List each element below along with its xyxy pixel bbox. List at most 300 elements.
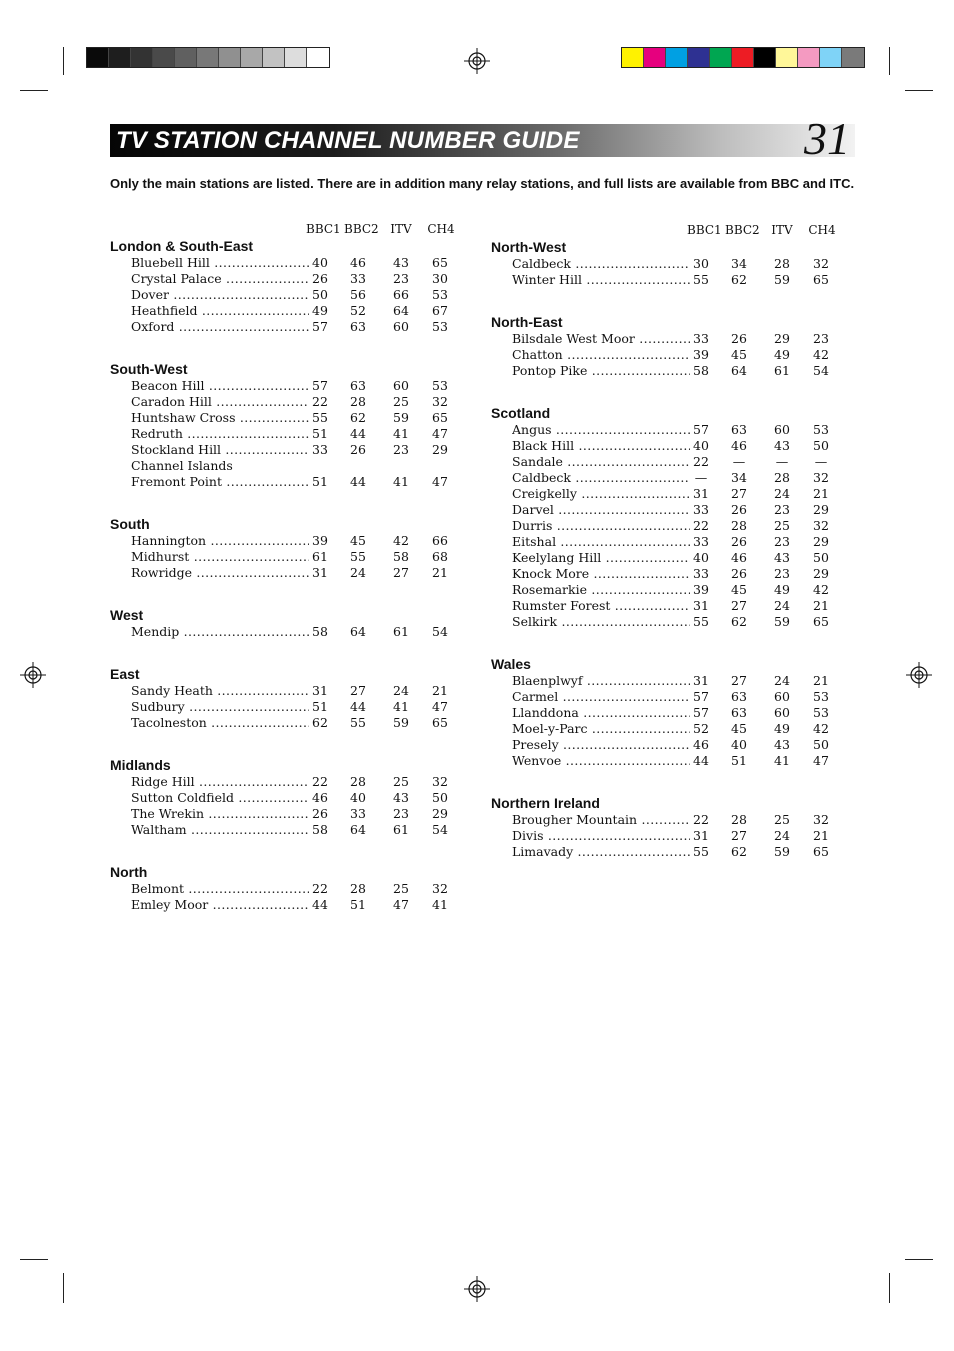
channel-number: 27: [731, 828, 747, 843]
grayscale-calibration-bar: [86, 47, 330, 68]
station-name: Llanddona .....: [512, 705, 690, 721]
channel-number: 46: [731, 550, 747, 565]
channel-header-label: BBC2: [725, 223, 760, 237]
calibration-swatch: [688, 48, 710, 67]
station-row: [491, 673, 846, 689]
channel-number: 28: [731, 812, 747, 827]
right-station-column: [491, 222, 846, 860]
station-name: Channel Islands: [131, 458, 233, 473]
station-row: [110, 897, 465, 913]
station-name: Chatton .....: [512, 347, 690, 363]
station-name: Limavady .....: [512, 844, 690, 860]
color-calibration-bar: [621, 47, 865, 68]
channel-number: 43: [774, 438, 790, 453]
channel-number: 40: [693, 438, 709, 453]
region-heading: West: [110, 607, 144, 623]
region-heading: South: [110, 516, 150, 532]
channel-number: 54: [813, 363, 829, 378]
channel-number: 55: [693, 272, 709, 287]
station-row: [491, 689, 846, 705]
channel-number: 46: [350, 255, 366, 270]
channel-number: 32: [813, 518, 829, 533]
channel-number: 63: [731, 422, 747, 437]
station-row: [491, 550, 846, 566]
channel-number: 27: [731, 598, 747, 613]
channel-number: 23: [774, 566, 790, 581]
station-name: Knock More .....: [512, 566, 690, 582]
channel-number: 62: [731, 272, 747, 287]
station-row: [491, 347, 846, 363]
channel-number: —: [694, 470, 708, 485]
station-row: [110, 774, 465, 790]
station-name: Eitshal .....: [512, 534, 690, 550]
station-name: Caradon Hill .....: [131, 394, 309, 410]
region-heading: North: [110, 864, 148, 880]
station-row: [110, 881, 465, 897]
channel-number: 63: [350, 319, 366, 334]
channel-number: 56: [350, 287, 366, 302]
region-heading: London & South-East: [110, 238, 254, 254]
channel-number: 52: [350, 303, 366, 318]
station-name: Fremont Point .....: [131, 474, 309, 490]
region-heading: North-West: [491, 239, 567, 255]
region-spacer: [110, 838, 465, 864]
channel-number: 41: [432, 897, 448, 912]
station-name: Black Hill .....: [512, 438, 690, 454]
channel-number: 49: [312, 303, 328, 318]
channel-number: 21: [432, 683, 448, 698]
channel-number: 21: [813, 673, 829, 688]
channel-number: 34: [731, 470, 747, 485]
channel-number: 22: [312, 881, 328, 896]
region-spacer: [110, 490, 465, 516]
channel-number: 42: [393, 533, 409, 548]
channel-number: 64: [393, 303, 409, 318]
station-row: [110, 426, 465, 442]
channel-number: 42: [813, 582, 829, 597]
station-name: Creigkelly .....: [512, 486, 690, 502]
channel-number: 63: [350, 378, 366, 393]
channel-column-header: [110, 221, 465, 238]
channel-number: 50: [813, 737, 829, 752]
channel-number: 61: [774, 363, 790, 378]
channel-number: 40: [731, 737, 747, 752]
channel-number: 22: [312, 774, 328, 789]
channel-number: 61: [393, 624, 409, 639]
station-row: [491, 486, 846, 502]
channel-number: 65: [813, 614, 829, 629]
left-station-column: [110, 221, 465, 913]
station-name: Stockland Hill .....: [131, 442, 309, 458]
channel-number: 32: [813, 470, 829, 485]
channel-number: 25: [774, 518, 790, 533]
region-heading: Wales: [491, 656, 531, 672]
channel-number: —: [732, 454, 746, 469]
region-spacer: [491, 379, 846, 405]
registration-target-icon: [906, 662, 932, 688]
region-heading: South-West: [110, 361, 188, 377]
station-name: Waltham .....: [131, 822, 309, 838]
station-row: [491, 454, 846, 470]
region-spacer: [110, 581, 465, 607]
channel-number: 47: [813, 753, 829, 768]
channel-number: 60: [774, 689, 790, 704]
channel-number: 44: [350, 426, 366, 441]
station-row: [110, 806, 465, 822]
channel-number: 39: [693, 347, 709, 362]
channel-number: 21: [432, 565, 448, 580]
region-spacer: [491, 288, 846, 314]
intro-text: Only the main stations are listed. There are in addition many relay stations, and full lists are available from BBC and ITC.: [110, 176, 855, 191]
station-row: [491, 844, 846, 860]
region-heading: East: [110, 666, 140, 682]
channel-number: 22: [693, 812, 709, 827]
station-name: Belmont .....: [131, 881, 309, 897]
station-row: [110, 287, 465, 303]
channel-number: 24: [774, 828, 790, 843]
channel-number: 31: [693, 486, 709, 501]
station-name: Oxford .....: [131, 319, 309, 335]
station-name: Heathfield .....: [131, 303, 309, 319]
channel-number: 57: [693, 705, 709, 720]
crop-mark: [20, 90, 48, 91]
region-spacer: [110, 731, 465, 757]
channel-number: 23: [393, 442, 409, 457]
station-row: [110, 394, 465, 410]
station-name: Keelylang Hill .....: [512, 550, 690, 566]
channel-number: 33: [693, 566, 709, 581]
calibration-swatch: [241, 48, 263, 67]
channel-number: 53: [813, 689, 829, 704]
channel-number: 25: [774, 812, 790, 827]
channel-header-label: BBC1: [687, 223, 722, 237]
station-row: [491, 737, 846, 753]
channel-number: 29: [432, 806, 448, 821]
station-row: [491, 582, 846, 598]
station-row: [110, 319, 465, 335]
channel-number: 41: [393, 474, 409, 489]
channel-number: 65: [813, 844, 829, 859]
channel-header-label: ITV: [390, 222, 412, 236]
channel-number: 45: [731, 347, 747, 362]
station-name: Caldbeck .....: [512, 470, 690, 486]
station-name: Midhurst .....: [131, 549, 309, 565]
channel-number: 62: [312, 715, 328, 730]
station-row: [491, 705, 846, 721]
station-name: Wenvoe .....: [512, 753, 690, 769]
station-name: Presely .....: [512, 737, 690, 753]
channel-number: 26: [731, 502, 747, 517]
station-row: [491, 534, 846, 550]
channel-number: 59: [393, 410, 409, 425]
channel-number: 58: [312, 822, 328, 837]
station-name: Ridge Hill .....: [131, 774, 309, 790]
channel-number: 33: [693, 331, 709, 346]
calibration-swatch: [776, 48, 798, 67]
channel-number: 34: [731, 256, 747, 271]
channel-number: 64: [731, 363, 747, 378]
calibration-swatch: [732, 48, 754, 67]
station-row: [110, 715, 465, 731]
channel-number: 50: [432, 790, 448, 805]
station-row: [110, 474, 465, 490]
channel-number: 51: [312, 474, 328, 489]
region-spacer: [110, 335, 465, 361]
channel-number: 32: [432, 881, 448, 896]
station-name: Darvel .....: [512, 502, 690, 518]
station-name: Emley Moor .....: [131, 897, 309, 913]
station-row: [110, 699, 465, 715]
channel-header-label: CH4: [808, 223, 836, 237]
channel-number: 32: [813, 812, 829, 827]
channel-number: 29: [813, 502, 829, 517]
station-name: Durris .....: [512, 518, 690, 534]
channel-number: 44: [350, 474, 366, 489]
channel-number: 23: [393, 806, 409, 821]
channel-number: 46: [731, 438, 747, 453]
station-row: [491, 331, 846, 347]
station-row: [110, 410, 465, 426]
crop-mark: [63, 1273, 64, 1303]
channel-number: 47: [432, 699, 448, 714]
channel-number: 29: [813, 566, 829, 581]
channel-number: 32: [813, 256, 829, 271]
channel-number: 62: [731, 844, 747, 859]
station-name: Bilsdale West Moor .....: [512, 331, 690, 347]
channel-number: 49: [774, 347, 790, 362]
region-spacer: [110, 640, 465, 666]
channel-number: 54: [432, 822, 448, 837]
channel-number: 26: [350, 442, 366, 457]
station-row: [110, 549, 465, 565]
channel-number: 31: [312, 683, 328, 698]
station-row: [491, 828, 846, 844]
channel-number: 44: [693, 753, 709, 768]
channel-number: 55: [693, 844, 709, 859]
channel-number: 53: [432, 378, 448, 393]
channel-number: 26: [312, 806, 328, 821]
station-name: Crystal Palace .....: [131, 271, 309, 287]
crop-mark: [63, 47, 64, 75]
channel-column-header: [491, 222, 846, 239]
station-row: [491, 272, 846, 288]
channel-number: 43: [393, 255, 409, 270]
station-name: Huntshaw Cross .....: [131, 410, 309, 426]
station-row: [110, 533, 465, 549]
station-name: Blaenplwyf .....: [512, 673, 690, 689]
calibration-swatch: [175, 48, 197, 67]
calibration-swatch: [666, 48, 688, 67]
calibration-swatch: [197, 48, 219, 67]
channel-number: 22: [693, 518, 709, 533]
channel-number: 59: [774, 272, 790, 287]
channel-number: 21: [813, 828, 829, 843]
calibration-swatch: [263, 48, 285, 67]
station-name: Divis .....: [512, 828, 690, 844]
crop-mark: [20, 1259, 48, 1260]
station-row: [110, 822, 465, 838]
channel-number: 43: [774, 737, 790, 752]
calibration-swatch: [87, 48, 109, 67]
calibration-swatch: [622, 48, 644, 67]
channel-number: 50: [813, 550, 829, 565]
channel-number: 55: [693, 614, 709, 629]
station-row: [110, 378, 465, 394]
channel-number: 44: [350, 699, 366, 714]
channel-number: 28: [774, 256, 790, 271]
calibration-swatch: [307, 48, 329, 67]
channel-number: 55: [312, 410, 328, 425]
station-row: [491, 256, 846, 272]
channel-number: 64: [350, 822, 366, 837]
channel-number: 58: [393, 549, 409, 564]
channel-number: 59: [393, 715, 409, 730]
channel-number: —: [814, 454, 828, 469]
channel-number: 58: [693, 363, 709, 378]
channel-number: 31: [312, 565, 328, 580]
channel-number: 46: [312, 790, 328, 805]
station-row: [491, 502, 846, 518]
calibration-swatch: [754, 48, 776, 67]
registration-target-icon: [20, 662, 46, 688]
channel-number: 28: [350, 774, 366, 789]
region-spacer: [491, 769, 846, 795]
calibration-swatch: [131, 48, 153, 67]
station-name: Bluebell Hill .....: [131, 255, 309, 271]
channel-header-label: CH4: [427, 222, 455, 236]
station-name: Selkirk .....: [512, 614, 690, 630]
channel-number: 42: [813, 721, 829, 736]
channel-number: 40: [350, 790, 366, 805]
channel-number: 60: [393, 319, 409, 334]
channel-number: 66: [432, 533, 448, 548]
channel-number: 33: [350, 271, 366, 286]
channel-number: 25: [393, 774, 409, 789]
channel-number: 32: [432, 774, 448, 789]
channel-number: 26: [731, 566, 747, 581]
station-row: [110, 303, 465, 319]
calibration-swatch: [798, 48, 820, 67]
channel-number: 27: [731, 673, 747, 688]
channel-number: 65: [432, 410, 448, 425]
station-row: [110, 458, 465, 474]
station-name: Winter Hill .....: [512, 272, 690, 288]
station-name: Angus .....: [512, 422, 690, 438]
channel-number: 23: [393, 271, 409, 286]
station-name: Mendip .....: [131, 624, 309, 640]
channel-number: 45: [350, 533, 366, 548]
region-heading: Midlands: [110, 757, 171, 773]
channel-number: 46: [693, 737, 709, 752]
channel-number: 31: [693, 828, 709, 843]
station-row: [491, 422, 846, 438]
station-name: Sudbury .....: [131, 699, 309, 715]
station-row: [491, 721, 846, 737]
station-row: [491, 470, 846, 486]
channel-number: 22: [693, 454, 709, 469]
station-row: [491, 753, 846, 769]
station-name: Moel-y-Parc .....: [512, 721, 690, 737]
station-row: [491, 438, 846, 454]
channel-number: 31: [693, 673, 709, 688]
station-row: [110, 271, 465, 287]
page-title: TV STATION CHANNEL NUMBER GUIDE: [116, 127, 580, 154]
calibration-swatch: [710, 48, 732, 67]
channel-number: 47: [432, 426, 448, 441]
channel-number: 57: [312, 319, 328, 334]
channel-number: 28: [731, 518, 747, 533]
station-name: Rowridge .....: [131, 565, 309, 581]
station-name: Rosemarkie .....: [512, 582, 690, 598]
channel-number: 62: [350, 410, 366, 425]
channel-number: 51: [731, 753, 747, 768]
channel-number: 51: [350, 897, 366, 912]
station-name: The Wrekin .....: [131, 806, 309, 822]
station-row: [110, 565, 465, 581]
station-name: Beacon Hill .....: [131, 378, 309, 394]
channel-number: 51: [312, 699, 328, 714]
channel-number: 27: [350, 683, 366, 698]
station-name: Carmel .....: [512, 689, 690, 705]
channel-number: 28: [350, 881, 366, 896]
crop-mark: [889, 1273, 890, 1303]
channel-number: 49: [774, 582, 790, 597]
channel-number: 53: [813, 422, 829, 437]
station-name: Sandy Heath .....: [131, 683, 309, 699]
channel-number: 65: [813, 272, 829, 287]
channel-number: 63: [731, 705, 747, 720]
registration-target-icon: [464, 48, 490, 74]
channel-number: 28: [350, 394, 366, 409]
channel-number: 59: [774, 614, 790, 629]
channel-number: 24: [774, 673, 790, 688]
region-spacer: [491, 630, 846, 656]
calibration-swatch: [219, 48, 241, 67]
station-name: Hannington .....: [131, 533, 309, 549]
channel-number: 47: [432, 474, 448, 489]
calibration-swatch: [109, 48, 131, 67]
page-number: 31: [804, 113, 850, 164]
channel-number: 24: [350, 565, 366, 580]
channel-number: 53: [432, 287, 448, 302]
channel-number: —: [775, 454, 789, 469]
station-name: Caldbeck .....: [512, 256, 690, 272]
calibration-swatch: [153, 48, 175, 67]
station-row: [110, 255, 465, 271]
channel-number: 40: [693, 550, 709, 565]
channel-number: 53: [813, 705, 829, 720]
channel-number: 24: [774, 598, 790, 613]
channel-number: 29: [813, 534, 829, 549]
channel-number: 59: [774, 844, 790, 859]
channel-number: 29: [432, 442, 448, 457]
channel-number: 22: [312, 394, 328, 409]
channel-number: 26: [312, 271, 328, 286]
channel-number: 60: [393, 378, 409, 393]
channel-number: 44: [312, 897, 328, 912]
channel-header-label: ITV: [771, 223, 793, 237]
crop-mark: [905, 90, 933, 91]
channel-number: 43: [774, 550, 790, 565]
channel-number: 60: [774, 705, 790, 720]
channel-number: 28: [774, 470, 790, 485]
channel-number: 52: [693, 721, 709, 736]
channel-number: 33: [350, 806, 366, 821]
station-row: [491, 614, 846, 630]
channel-number: 60: [774, 422, 790, 437]
channel-number: 24: [393, 683, 409, 698]
station-row: [491, 812, 846, 828]
